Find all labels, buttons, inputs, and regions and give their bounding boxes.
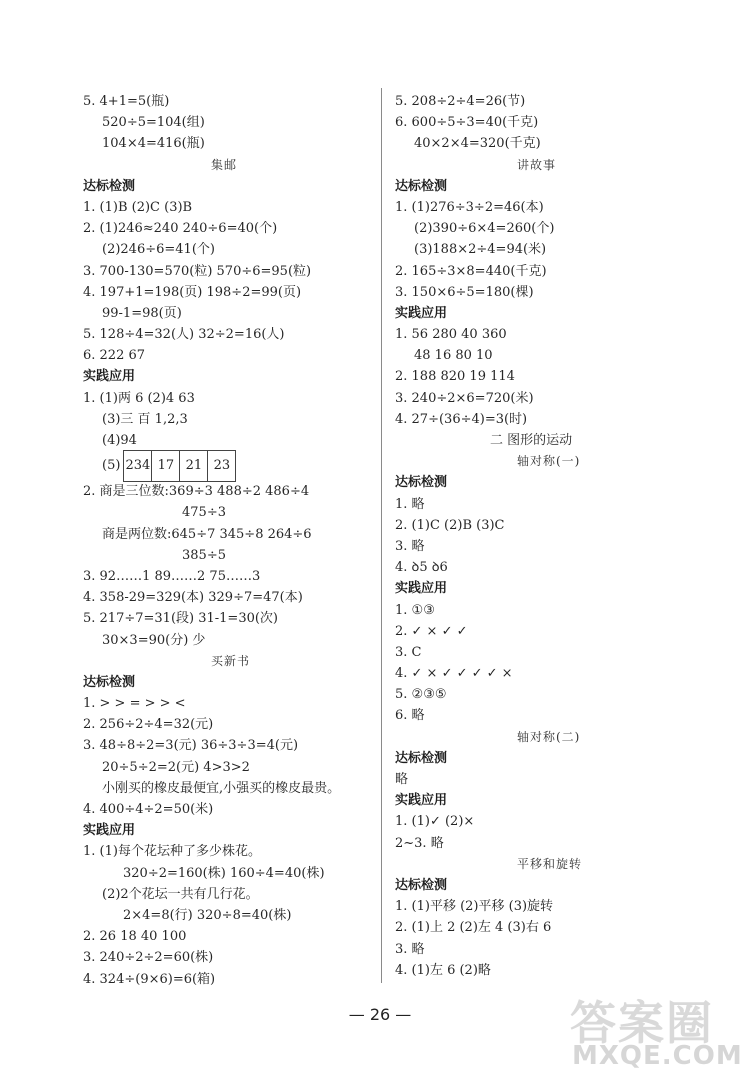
answer-line: 4. 358-29=329(本) 329÷7=47(本)	[83, 590, 303, 606]
answer-line: (3)188×2÷4=94(米)	[414, 242, 547, 258]
answer-line: 99-1=98(页)	[102, 305, 182, 321]
lesson-title: 集邮	[211, 157, 238, 172]
answer-table-cell: 21	[180, 451, 208, 482]
answer-line: (2)2个花坛一共有几行花。	[102, 886, 259, 902]
answer-table	[123, 450, 236, 482]
answer-line: 5. ②③⑤	[395, 687, 447, 703]
answer-line: (2)390÷6×4=260(个)	[414, 221, 555, 237]
lesson-title: 轴对称(一)	[517, 454, 581, 469]
answer-line: 320÷2=160(株) 160÷4=40(株)	[123, 865, 325, 881]
section-heading: 实践应用	[395, 793, 448, 809]
answer-line: 520÷5=104(组)	[102, 115, 205, 131]
watermark-title: 答案圈	[570, 996, 714, 1050]
answer-line: 1. (1)每个花坛种了多少株花。	[83, 844, 261, 860]
answer-line: (2)246÷6=41(个)	[102, 242, 215, 258]
watermark-url: MXQE.COM	[572, 1041, 743, 1071]
answer-line: 3. 48÷8÷2=3(元) 36÷3÷3=4(元)	[83, 738, 299, 754]
column-divider	[381, 88, 382, 983]
answer-line: 3. 700-130=570(粒) 570÷6=95(粒)	[83, 263, 312, 279]
answer-line: 1. (1)B (2)C (3)B	[83, 199, 193, 215]
answer-line: 2. (1)上 2 (2)左 4 (3)右 6	[395, 920, 552, 936]
answer-line: 4. 400÷4÷2=50(米)	[83, 802, 214, 817]
right-column	[395, 91, 695, 981]
answer-line: 6. 略	[395, 708, 425, 724]
answer-line: 1. ①③	[395, 602, 435, 618]
answer-line: 5. 4+1=5(瓶)	[83, 94, 170, 109]
answer-line: 6. 600÷5÷3=40(千克)	[395, 115, 539, 131]
answer-line: 3. 150×6÷5=180(棵)	[395, 284, 534, 300]
answer-table-cell: 17	[152, 451, 180, 482]
answer-line: 475÷3	[182, 505, 226, 521]
watermark-logo	[570, 987, 743, 1082]
answer-line: 1. 略	[395, 496, 425, 512]
answer-line: 1. (1)两 6 (2)4 63	[83, 390, 195, 406]
answer-table-cell: 234	[124, 451, 152, 482]
section-heading: 达标检测	[395, 877, 448, 893]
section-heading: 达标检测	[83, 674, 136, 690]
answer-line: 2. (1)C (2)B (3)C	[395, 517, 505, 533]
answer-line: 385÷5	[182, 547, 226, 563]
page-number: — 26 —	[348, 1005, 412, 1024]
answer-line: 3. 240÷2÷2=60(株)	[83, 950, 214, 966]
answer-line: 1. (1)276÷3÷2=46(本)	[395, 199, 544, 215]
answer-line: 小刚买的橡皮最便宜,小强买的橡皮最贵。	[102, 780, 341, 796]
answer-line: 3. C	[395, 644, 422, 660]
answer-line: 2. 256÷2÷4=32(元)	[83, 717, 214, 733]
lesson-title: 轴对称(二)	[517, 729, 581, 744]
answer-line: 6. 222 67	[83, 348, 146, 364]
answer-line: 4. ꝺ5 ꝺ6	[395, 560, 448, 576]
answer-line: 2. (1)246≈240 240÷6=40(个)	[83, 221, 278, 237]
section-heading: 实践应用	[83, 369, 136, 385]
answer-table-cell: 23	[208, 451, 236, 482]
answer-line: 5. 217÷7=31(段) 31-1=30(次)	[83, 611, 279, 627]
section-heading: 达标检测	[395, 178, 448, 194]
answer-line: 2~3. 略	[395, 835, 444, 851]
section-heading: 达标检测	[83, 178, 136, 194]
lesson-title: 平移和旋转	[517, 856, 583, 871]
answer-line: 4. ✓ × ✓ ✓ ✓ ✓ ×	[395, 666, 513, 682]
answer-line: 2. 商是三位数:369÷3 488÷2 486÷4	[83, 484, 310, 500]
unit-title: 二 图形的运动	[490, 433, 573, 448]
section-heading: 实践应用	[395, 581, 448, 597]
section-heading: 实践应用	[395, 305, 448, 321]
answer-line: 3. 略	[395, 941, 425, 957]
answer-line: 3. 略	[395, 538, 425, 554]
section-heading: 实践应用	[83, 823, 136, 839]
answer-line: 3. 92……1 89……2 75……3	[83, 568, 261, 584]
answer-line: 48 16 80 10	[414, 348, 493, 364]
answer-line: 30×3=90(分) 少	[102, 632, 206, 648]
answer-line: 20÷5÷2=2(元) 4>3>2	[102, 759, 250, 775]
answer-line: 1. > > = > > <	[83, 696, 186, 712]
answer-table-row	[83, 451, 373, 481]
answer-line: 2. 165÷3×8=440(千克)	[395, 263, 547, 279]
answer-line: 5. 128÷4=32(人) 32÷2=16(人)	[83, 327, 285, 343]
answer-line: 2. 26 18 40 100	[83, 929, 187, 945]
left-column	[83, 91, 373, 990]
answer-line: 3. 240÷2×6=720(米)	[395, 390, 534, 406]
answer-line: 略	[395, 772, 409, 787]
section-heading: 达标检测	[395, 475, 448, 491]
answer-line: 2. 188 820 19 114	[395, 369, 515, 385]
lesson-title: 买新书	[211, 653, 251, 668]
answer-line: 40×2×4=320(千克)	[414, 136, 541, 152]
answer-line: 4. 324÷(9×6)=6(箱)	[83, 971, 216, 987]
answer-line: 4. 197+1=198(页) 198÷2=99(页)	[83, 284, 302, 300]
answer-line: 104×4=416(瓶)	[102, 136, 205, 152]
section-heading: 达标检测	[395, 750, 448, 766]
answer-line: 2×4=8(行) 320÷8=40(株)	[123, 907, 292, 923]
answer-line: 1. (1)平移 (2)平移 (3)旋转	[395, 899, 554, 915]
answer-line: (3)三 百 1,2,3	[102, 411, 188, 427]
answer-line: 1. (1)✓ (2)×	[395, 814, 475, 830]
answer-line: 4. 27÷(36÷4)=3(时)	[395, 411, 528, 427]
answer-line: 1. 56 280 40 360	[395, 327, 507, 343]
answer-line: 商是两位数:645÷7 345÷8 264÷6	[102, 526, 312, 542]
answer-line: (4)94	[102, 433, 137, 448]
answer-line: 5. 208÷2÷4=26(节)	[395, 94, 526, 109]
lesson-title: 讲故事	[517, 157, 557, 172]
answer-line: 4. (1)左 6 (2)略	[395, 962, 491, 978]
answer-line: 2. ✓ × ✓ ✓	[395, 623, 468, 639]
answer-table-label: (5)	[102, 458, 121, 474]
